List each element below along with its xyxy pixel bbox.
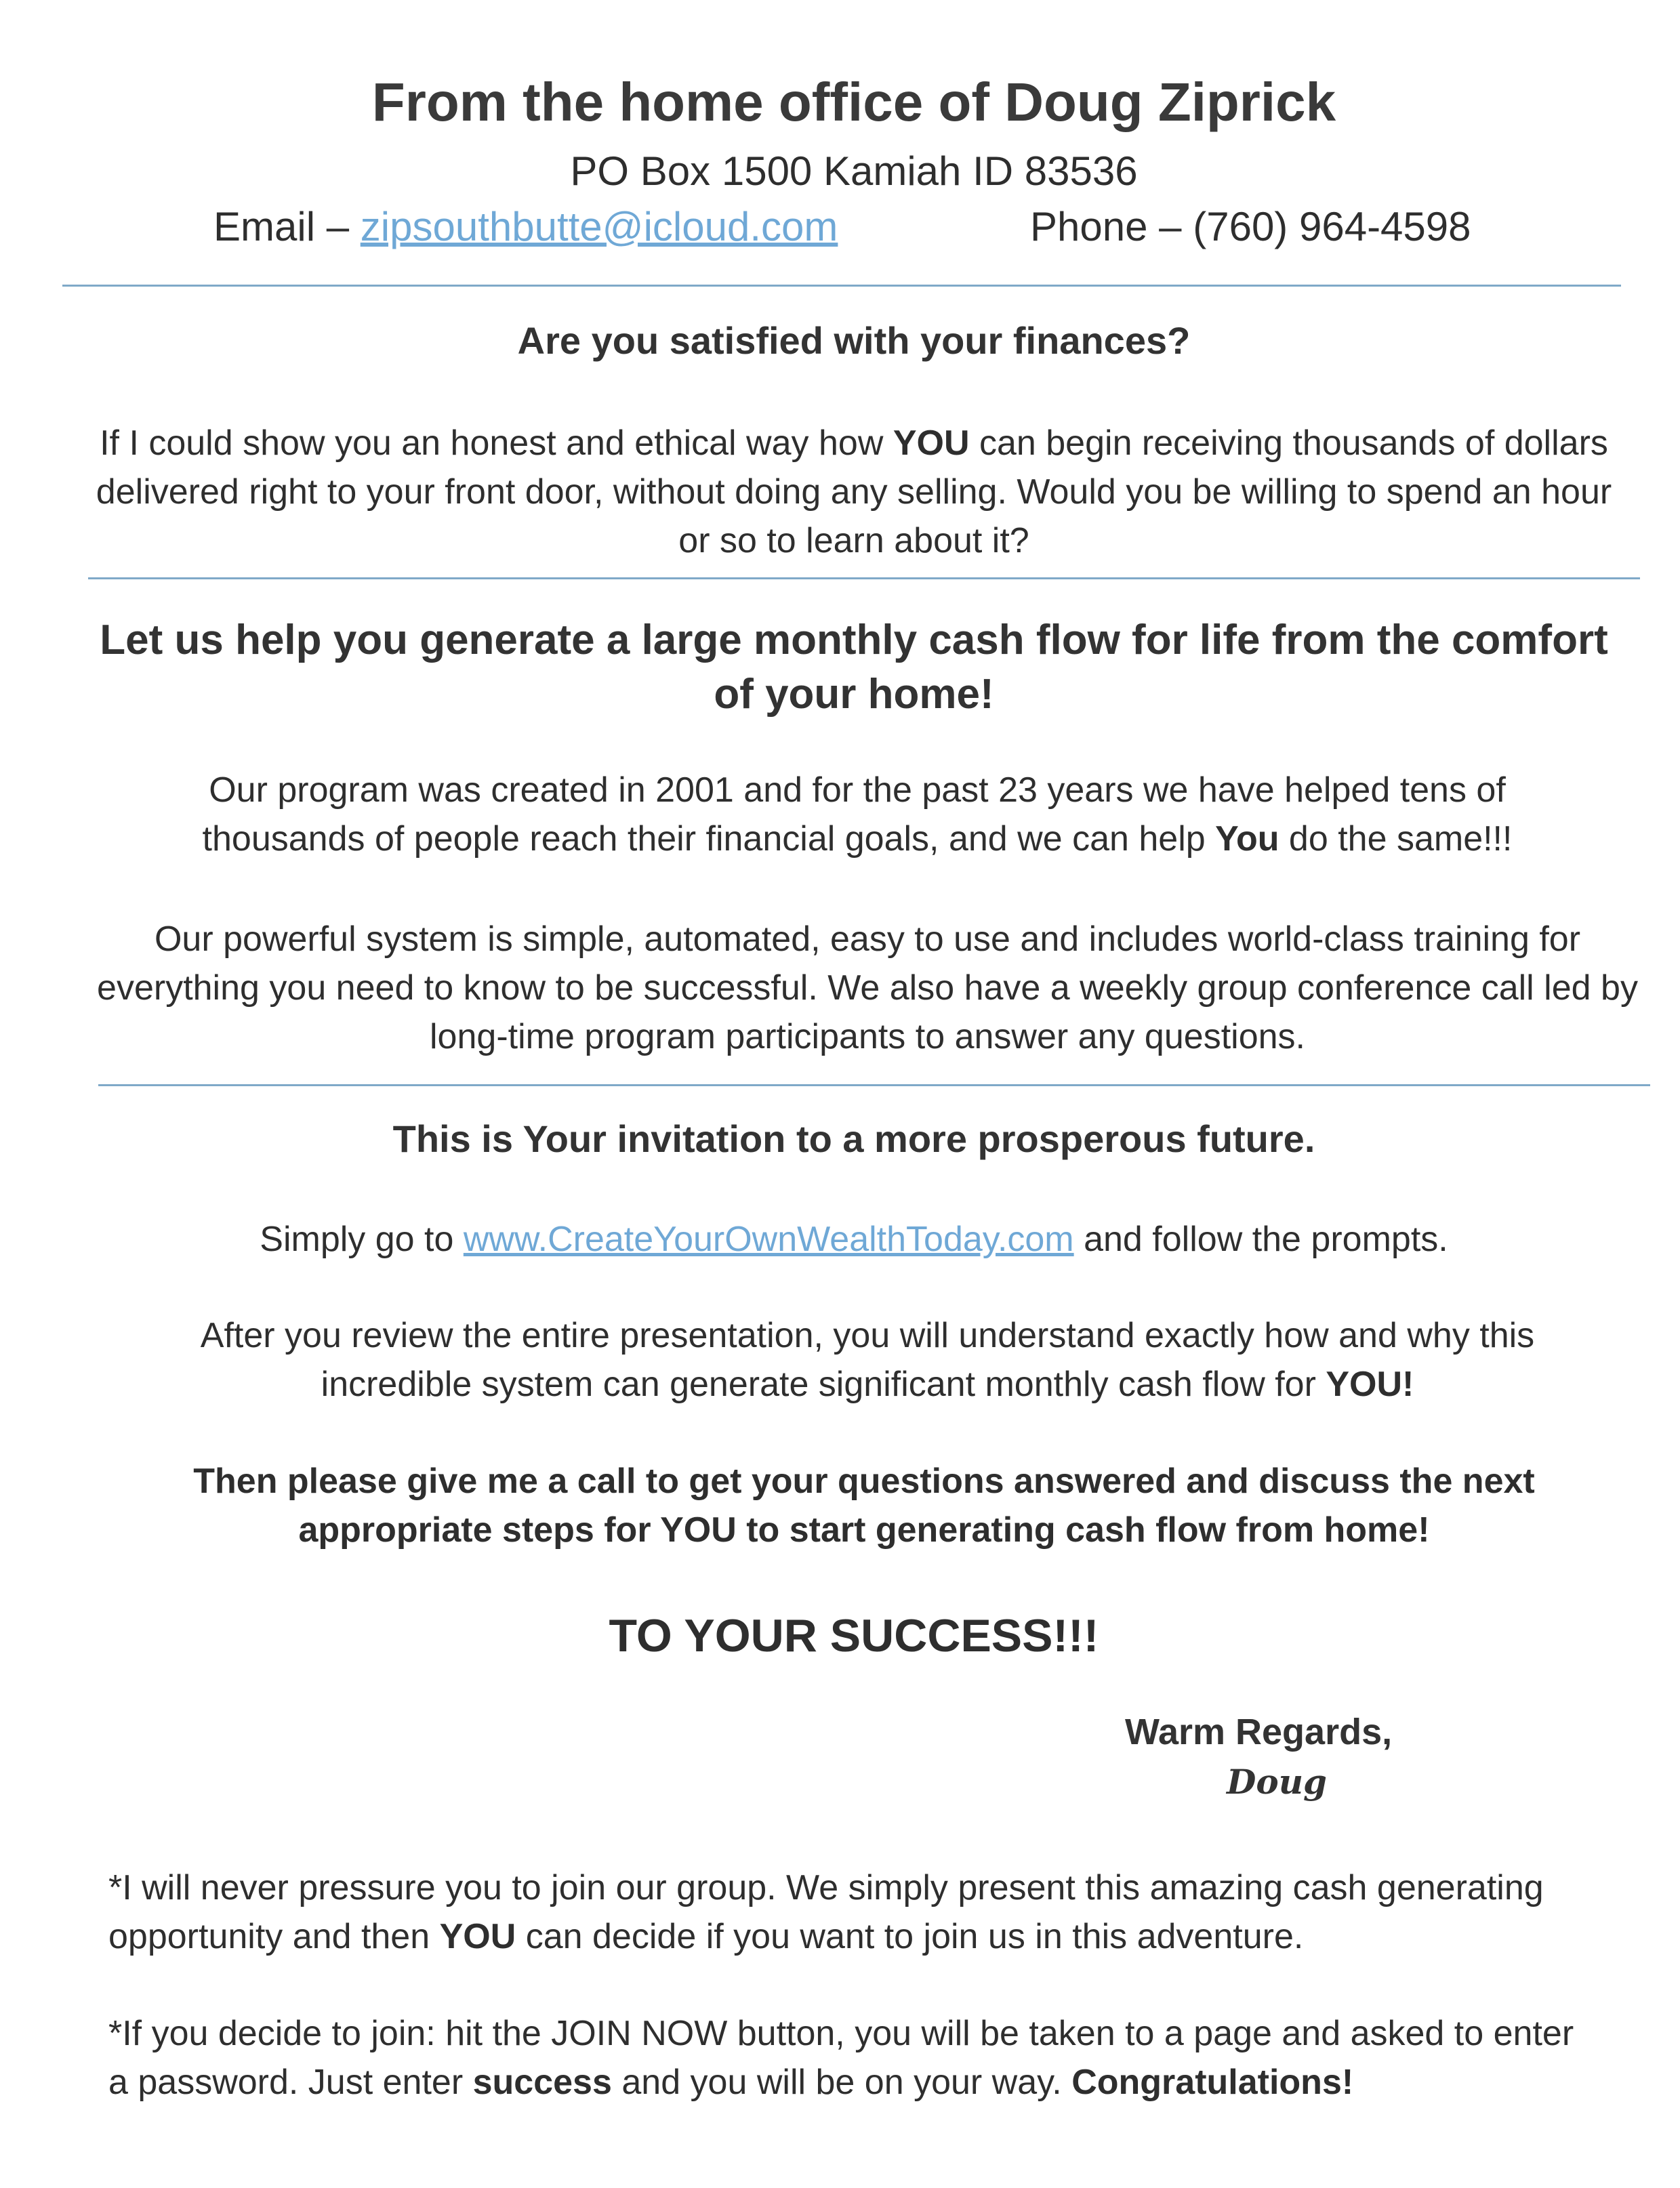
- section-heading-invitation: This is Your invitation to a more prosperous future.: [392, 1117, 1315, 1160]
- letter-title: From the home office of Doug Ziprick: [371, 72, 1336, 132]
- intro-paragraph: If I could show you an honest and ethical way how YOU can begin receiving thousands of dollars delivered right to your front door, without doing any selling. Would you be willing to spend an hour or so to learn about it?: [96, 424, 1612, 560]
- program-paragraph: Our program was created in 2001 and for the past 23 years we have helped tens of thousands of people reach their financial goals, and we can help You do the same!!!: [202, 770, 1513, 859]
- divider-3: [98, 1084, 1650, 1086]
- closing-regards: Warm Regards,: [1125, 1712, 1393, 1752]
- footnote-pressure: *I will never pressure you to join our group. We simply present this amazing cash generating opportunity and then YOU can decide if you want to join us in this adventure.: [108, 1868, 1544, 1956]
- website-instruction: Simply go to www.CreateYourOwnWealthToday.com and follow the prompts.: [260, 1220, 1448, 1259]
- phone-number: (760) 964-4598: [1193, 204, 1471, 249]
- success-banner: TO YOUR SUCCESS!!!: [609, 1610, 1099, 1661]
- divider-2: [88, 577, 1640, 579]
- call-to-action: Then please give me a call to get your questions answered and discuss the next appropriate steps for YOU to start generating cash flow from home!: [193, 1462, 1535, 1550]
- email-label: Email –: [213, 204, 361, 249]
- phone-label: Phone –: [1030, 204, 1193, 249]
- system-paragraph: Our powerful system is simple, automated, easy to use and includes world-class training for everything you need to know to be successful. We also have a weekly group conference call led by long-time program participants to answer any questions.: [97, 920, 1638, 1056]
- footnote-join: *If you decide to join: hit the JOIN NOW button, you will be taken to a page and asked to enter a password. Just enter success and you will be on your way. Congratulations!: [108, 2014, 1574, 2102]
- divider-1: [62, 285, 1621, 287]
- section-heading-finances: Are you satisfied with your finances?: [517, 319, 1191, 362]
- mailing-address: PO Box 1500 Kamiah ID 83536: [570, 148, 1138, 194]
- section-heading-cashflow: Let us help you generate a large monthly cash flow for life from the comfort of your home!: [100, 617, 1608, 718]
- website-link[interactable]: www.CreateYourOwnWealthToday.com: [463, 1220, 1074, 1259]
- phone-line: [1030, 203, 1471, 250]
- review-paragraph: After you review the entire presentation, you will understand exactly how and why this incredible system can generate significant monthly cash flow for YOU!: [200, 1316, 1535, 1404]
- email-line: [213, 203, 838, 250]
- signature: Doug: [1227, 1762, 1328, 1802]
- email-link[interactable]: zipsouthbutte@icloud.com: [360, 204, 838, 249]
